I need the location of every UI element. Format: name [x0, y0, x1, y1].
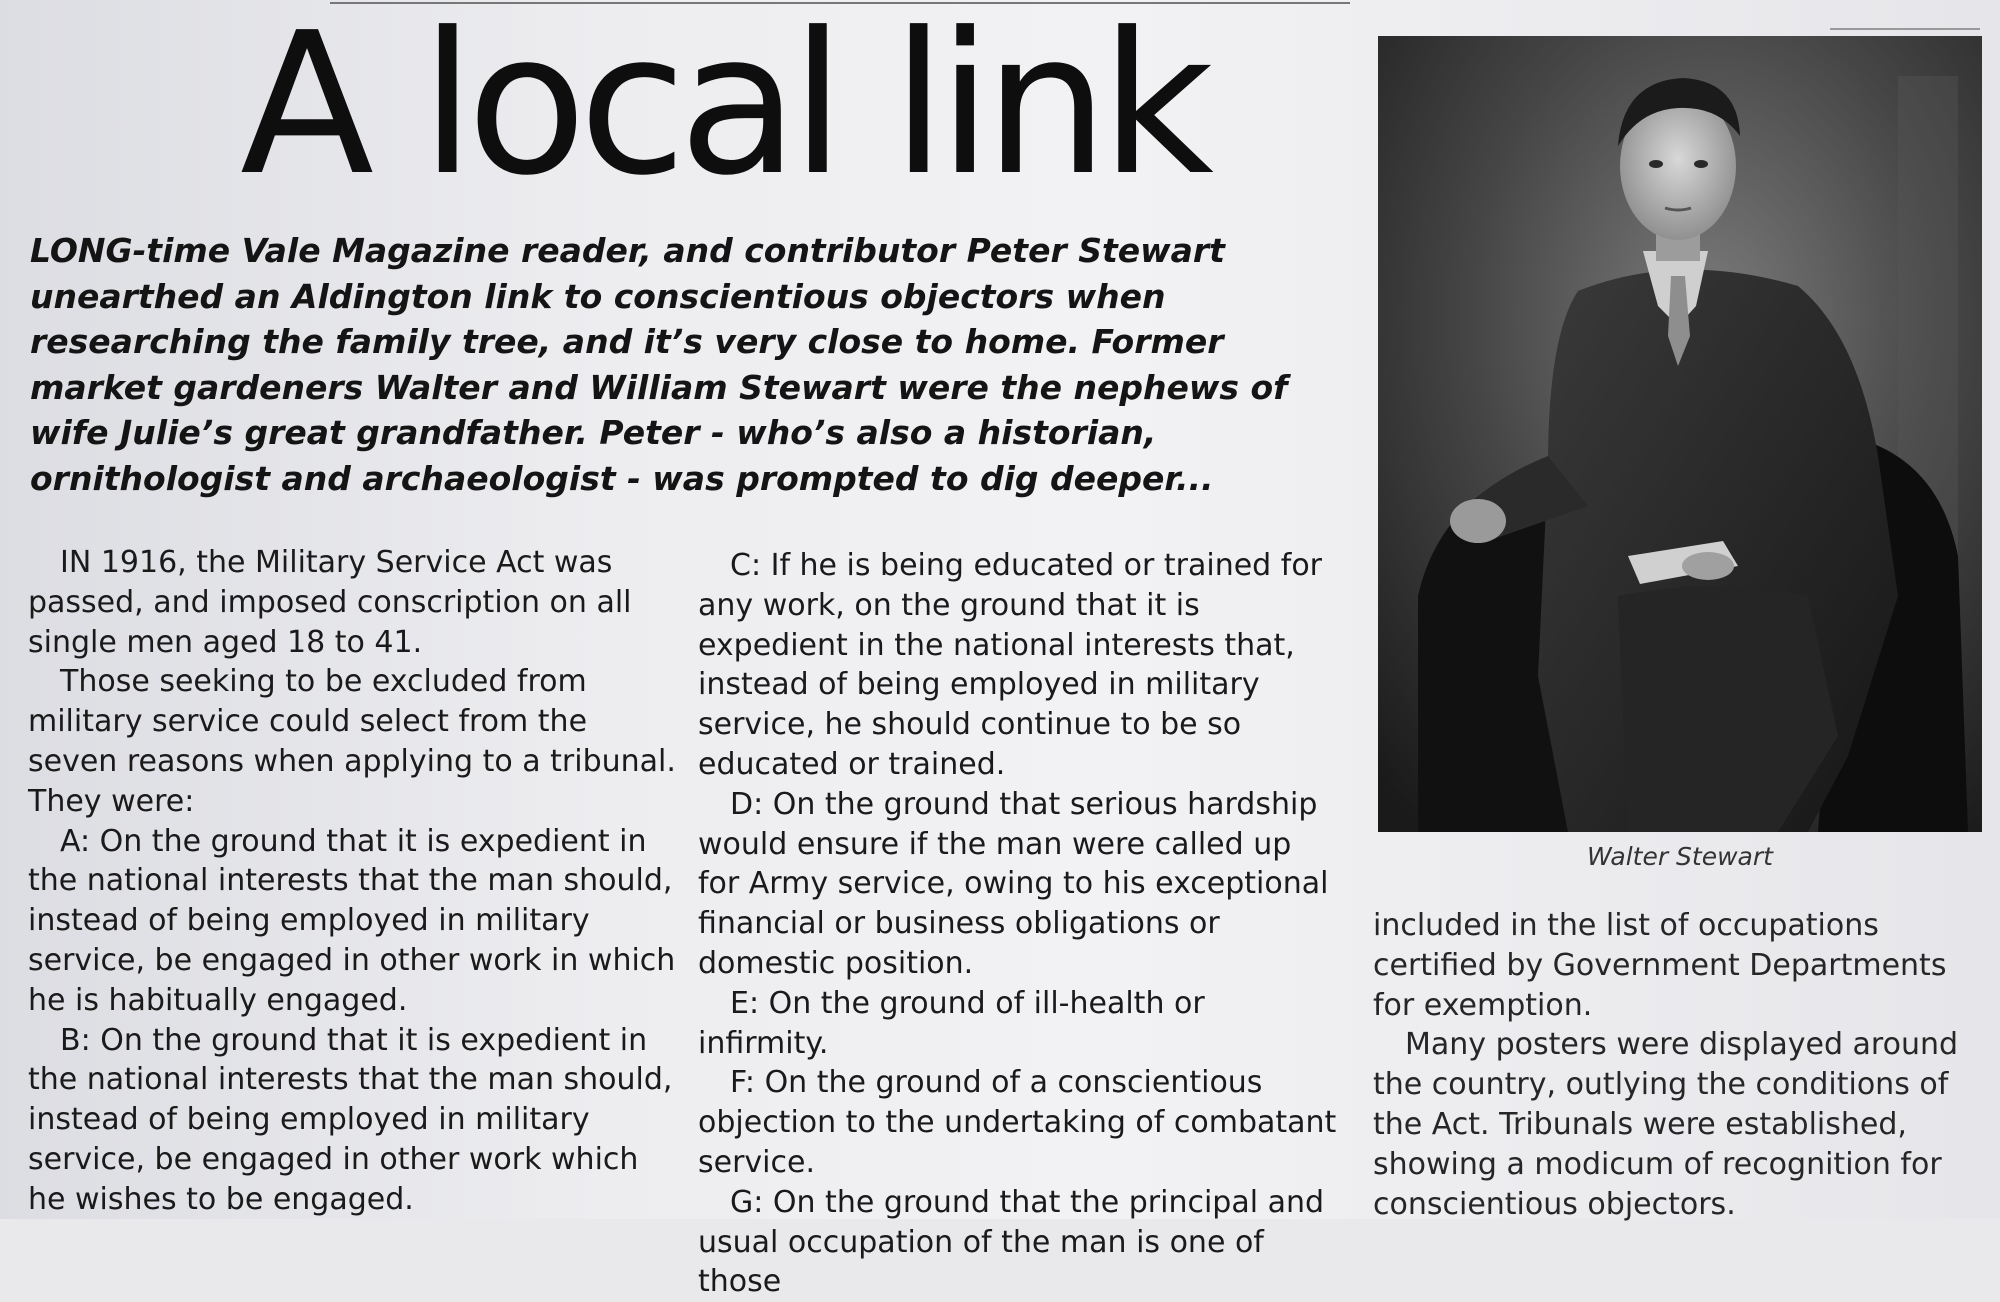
article-intro: LONG-time Vale Magazine reader, and contributor Peter Stewart unearthed an Aldington link to conscientious objectors when researching the family tree, and it’s very close to home. Former market gardeners Walter and William Stewart were the nephews of wife Julie’s great grandfather. Peter - who’s also a historian, ornithologist and archaeologist - was prompted to dig deeper... [30, 231, 1288, 498]
paragraph: B: On the ground that it is expedient in the national interests that the man should, instead of being employed in military service, be engaged in other work which he wishes to be engaged. [28, 1022, 673, 1217]
paragraph: Those seeking to be excluded from military service could select from the seven reasons when applying to a tribunal. They were: [28, 664, 676, 819]
paragraph: E: On the ground of ill-health or infirmity. [698, 985, 1205, 1061]
paragraph: D: On the ground that serious hardship would ensure if the man were called up for Army service, owing to his exceptional financial or business obligations or domestic position. [698, 786, 1329, 981]
portrait-photo [1378, 36, 1982, 832]
column-1 [28, 543, 678, 1220]
portrait-illustration [1378, 36, 1982, 832]
paragraph: A: On the ground that it is expedient in the national interests that the man should, instead of being employed in military service, be engaged in other work in which he is habitually engaged. [28, 823, 676, 1018]
paragraph: IN 1916, the Military Service Act was passed, and imposed conscription on all single men aged 18 to 41. [28, 545, 632, 660]
top-rule-right [1830, 28, 1980, 30]
paragraph: included in the list of occupations certified by Government Departments for exemption. [1373, 908, 1947, 1023]
photo-caption: Walter Stewart [1587, 842, 1773, 871]
paragraph: F: On the ground of a conscientious objection to the undertaking of combatant service. [698, 1065, 1337, 1180]
column-2 [698, 546, 1338, 1302]
column-3 [1373, 906, 1983, 1224]
paragraph: Many posters were displayed around the country, outlying the conditions of the Act. Tribunals were established, showing a modicum of recognition for conscientious objectors. [1373, 1027, 1959, 1222]
paragraph: G: On the ground that the principal and usual occupation of the man is one of those [698, 1184, 1325, 1300]
paragraph: C: If he is being educated or trained for any work, on the ground that it is expedient in the national interests that, instead of being employed in military service, he should continue to be so educated or trained. [698, 548, 1323, 782]
article-title: A local link [240, 0, 1207, 219]
